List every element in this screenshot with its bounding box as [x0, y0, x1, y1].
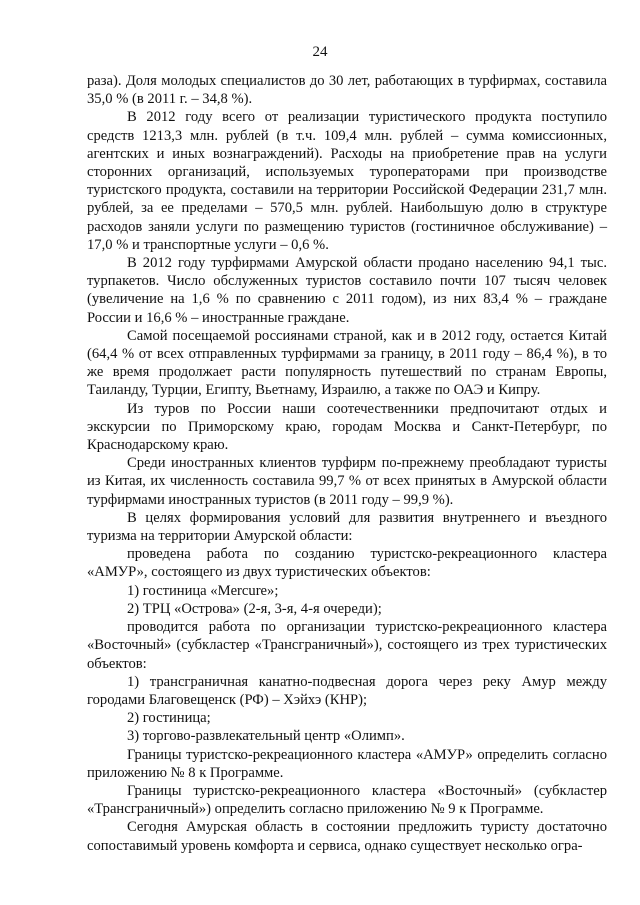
list-item: 2) ТРЦ «Острова» (2-я, 3-я, 4-я очереди); — [127, 600, 382, 617]
list-item: 2) гостиница; — [127, 710, 211, 727]
paragraph-amur-cluster: проведена работа по созданию туристско-рекреационного кластера «АМУР», состоящего из двух туристических объектов: — [87, 546, 607, 581]
paragraph-amur-boundaries: Границы туристско-рекреационного кластера «АМУР» определить согласно приложению № 8 к Программе. — [87, 746, 607, 781]
paragraph-vostochny-cluster: проводится работа по организации туристско-рекреационного кластера «Восточный» (субкластер «Трансграничный»), состоящего из трех туристических объектов: — [87, 619, 607, 672]
paragraph-foreign-clients: Среди иностранных клиентов турфирм по-прежнему преобладают туристы из Китая, их численность составила 99,7 % от всех принятых в Амурской области турфирмами иностранных туристов (в 2011 году – 99,9 %). — [87, 455, 607, 508]
paragraph-comfort-level: Сегодня Амурская область в состоянии предложить туристу достаточно сопоставимый уровень комфорта и сервиса, однако существует несколько огра- — [87, 819, 607, 854]
list-item: 1) трансграничная канатно-подвесная дорога через реку Амур между городами Благовещенск (РФ) – Хэйхэ (КНР); — [87, 673, 607, 708]
paragraph-revenue: В 2012 году всего от реализации туристического продукта поступило средств 1213,3 млн. рублей (в т.ч. 109,4 млн. рублей – сумма комиссионных, агентских и иных вознаграждений). Расходы на приобретение прав на услуги сторонних организаций, используемых туроператорами при производстве туристского продукта, составили на территории Российской Федерации 231,7 млн. рублей, за ее пределами – 570,5 млн. рублей. Наибольшую долю в структуре расходов заняли услуги по размещению туристов (гостиничное обслуживание) – 17,0 % и транспортные услуги – 0,6 %. — [87, 109, 607, 253]
paragraph-tour-packages: В 2012 году турфирмами Амурской области продано населению 94,1 тыс. турпакетов. Число обслуженных туристов составило почти 107 тысяч человек (увеличение на 1,6 % по сравнению с 2011 годом), из них 83,4 % – граждане России и 16,6 % – иностранные граждане. — [87, 255, 607, 326]
body-text — [87, 72, 607, 855]
page-number: 24 — [312, 44, 328, 60]
paragraph-tourism-goals: В целях формирования условий для развития внутреннего и въездного туризма на территории Амурской области: — [87, 509, 607, 545]
list-item: 1) гостиница «Mercure»; — [127, 582, 279, 599]
paragraph-china-destination: Самой посещаемой россиянами страной, как и в 2012 году, остается Китай (64,4 % от всех отправленных турфирмами за границу, в 2011 году – 86,4 %), в то же время продолжает расти популярность путешествий по странам Европы, Таиланду, Турции, Египту, Вьетнаму, Израилю, а также по ОАЭ и Кипру. — [87, 327, 607, 399]
paragraph-domestic-tours: Из туров по России наши соотечественники предпочитают отдых и экскурсии по Приморскому краю, городам Москва и Санкт-Петербург, по Краснодарскому краю. — [87, 400, 607, 454]
paragraph-vostochny-boundaries: Границы туристско-рекреационного кластера «Восточный» (субкластер «Трансграничный») определить согласно приложению № 9 к Программе. — [87, 782, 607, 818]
list-item: 3) торгово-развлекательный центр «Олимп». — [127, 728, 405, 745]
paragraph-continuation: раза). Доля молодых специалистов до 30 лет, работающих в турфирмах, составила 35,0 % (в 2011 г. – 34,8 %). — [87, 73, 607, 108]
